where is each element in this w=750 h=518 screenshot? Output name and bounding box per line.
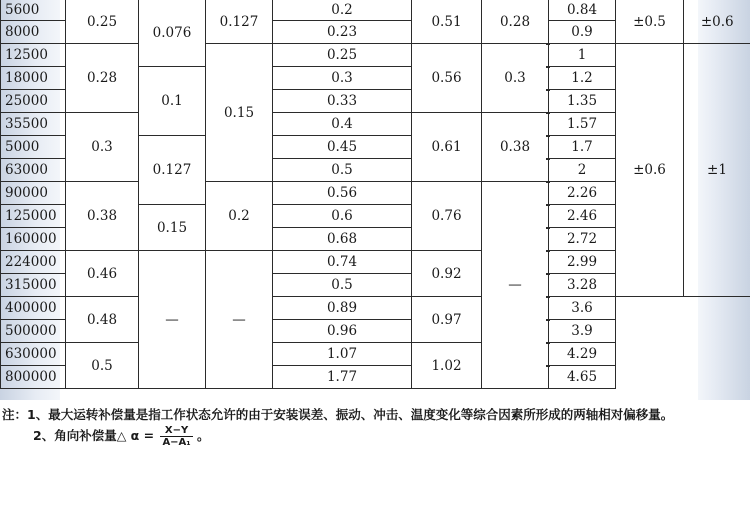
speed-cell: 8000 — [1, 21, 66, 44]
col7-cell: 1.2 — [549, 67, 616, 90]
col4-cell: 0.2 — [273, 0, 412, 21]
col4-cell: 0.89 — [273, 297, 412, 320]
col1-cell: 0.46 — [66, 251, 139, 297]
col4-cell: 0.5 — [273, 159, 412, 182]
col4-cell: 0.56 — [273, 182, 412, 205]
speed-cell: 630000 — [1, 343, 66, 366]
col4-cell: 0.33 — [273, 90, 412, 113]
col6-cell: 0.3 — [482, 44, 549, 113]
col7-cell: 3.28 — [549, 274, 616, 297]
speed-cell: 125000 — [1, 205, 66, 228]
col4-cell: 0.4 — [273, 113, 412, 136]
col7-cell: 3.6 — [549, 297, 616, 320]
speed-cell: 400000 — [1, 297, 66, 320]
col7-cell: 3.9 — [549, 320, 616, 343]
col7-cell: 1.57 — [549, 113, 616, 136]
col6-cell: — — [482, 182, 549, 389]
col5-cell: 0.56 — [412, 44, 482, 113]
col4-cell: 0.3 — [273, 67, 412, 90]
col9-cell: ±0.6 — [684, 0, 750, 44]
col4-cell: 0.96 — [273, 320, 412, 343]
col3-cell: — — [206, 251, 273, 389]
formula-numerator: X−Y — [160, 425, 192, 437]
formula-denominator: A−A₁ — [162, 437, 191, 448]
col4-cell: 0.23 — [273, 21, 412, 44]
speed-cell: 500000 — [1, 320, 66, 343]
col7-cell: 4.29 — [549, 343, 616, 366]
col7-cell: 2.46 — [549, 205, 616, 228]
col8-cell: ±0.6 — [616, 44, 684, 297]
col7-cell: 2 — [549, 159, 616, 182]
col7-cell: 1.35 — [549, 90, 616, 113]
col4-cell: 1.77 — [273, 366, 412, 389]
speed-cell: 35500 — [1, 113, 66, 136]
speed-cell: 90000 — [1, 182, 66, 205]
col4-cell: 0.25 — [273, 44, 412, 67]
col5-cell: 0.97 — [412, 297, 482, 343]
col7-cell: 1.7 — [549, 136, 616, 159]
col3-cell: 0.2 — [206, 182, 273, 251]
col9-cell: ±1 — [684, 44, 750, 297]
col2-cell: 0.127 — [139, 136, 206, 205]
col2-cell: 0.076 — [139, 0, 206, 67]
note-line-2-suffix: 。 — [197, 428, 210, 443]
col5-cell: 0.51 — [412, 0, 482, 44]
speed-cell: 12500 — [1, 44, 66, 67]
speed-cell: 315000 — [1, 274, 66, 297]
col1-cell: 0.25 — [66, 0, 139, 44]
col6-cell: 0.38 — [482, 113, 549, 182]
col4-cell: 0.45 — [273, 136, 412, 159]
col7-cell: 2.99 — [549, 251, 616, 274]
speed-cell: 160000 — [1, 228, 66, 251]
note-line-2-prefix: 2、角向补偿量△ α = — [33, 428, 155, 443]
col8-cell: ±0.5 — [616, 0, 684, 44]
col1-cell: 0.48 — [66, 297, 139, 343]
col7-cell: 2.26 — [549, 182, 616, 205]
col4-cell: 0.5 — [273, 274, 412, 297]
col4-cell: 0.68 — [273, 228, 412, 251]
col7-cell: 0.9 — [549, 21, 616, 44]
col1-cell: 0.28 — [66, 44, 139, 113]
col6-cell: 0.28 — [482, 0, 549, 44]
speed-cell: 800000 — [1, 366, 66, 389]
note-line-2 — [33, 425, 210, 448]
col4-cell: 0.74 — [273, 251, 412, 274]
col2-cell: — — [139, 251, 206, 389]
speed-cell: 63000 — [1, 159, 66, 182]
col4-cell: 0.6 — [273, 205, 412, 228]
angular-formula-fraction — [160, 425, 192, 448]
col5-cell: 0.61 — [412, 113, 482, 182]
col1-cell: 0.5 — [66, 343, 139, 389]
col5-cell: 0.76 — [412, 182, 482, 251]
note-line-1: 注：1、最大运转补偿量是指工作状态允许的由于安装误差、振动、冲击、温度变化等综合因素所形成的两轴相对偏移量。 — [2, 407, 674, 422]
col4-cell: 1.07 — [273, 343, 412, 366]
col7-cell: 1 — [549, 44, 616, 67]
col3-cell: 0.15 — [206, 44, 273, 182]
col2-cell: 0.1 — [139, 67, 206, 136]
speed-cell: 5600 — [1, 0, 66, 21]
speed-cell: 224000 — [1, 251, 66, 274]
col1-cell: 0.38 — [66, 182, 139, 251]
col1-cell: 0.3 — [66, 113, 139, 182]
col5-cell: 0.92 — [412, 251, 482, 297]
col3-cell: 0.127 — [206, 0, 273, 44]
speed-cell: 25000 — [1, 90, 66, 113]
speed-cell: 5000 — [1, 136, 66, 159]
col7-cell: 4.65 — [549, 366, 616, 389]
col7-cell: 2.72 — [549, 228, 616, 251]
speed-cell: 18000 — [1, 67, 66, 90]
col2-cell: 0.15 — [139, 205, 206, 251]
col5-cell: 1.02 — [412, 343, 482, 389]
col7-cell: 0.84 — [549, 0, 616, 21]
